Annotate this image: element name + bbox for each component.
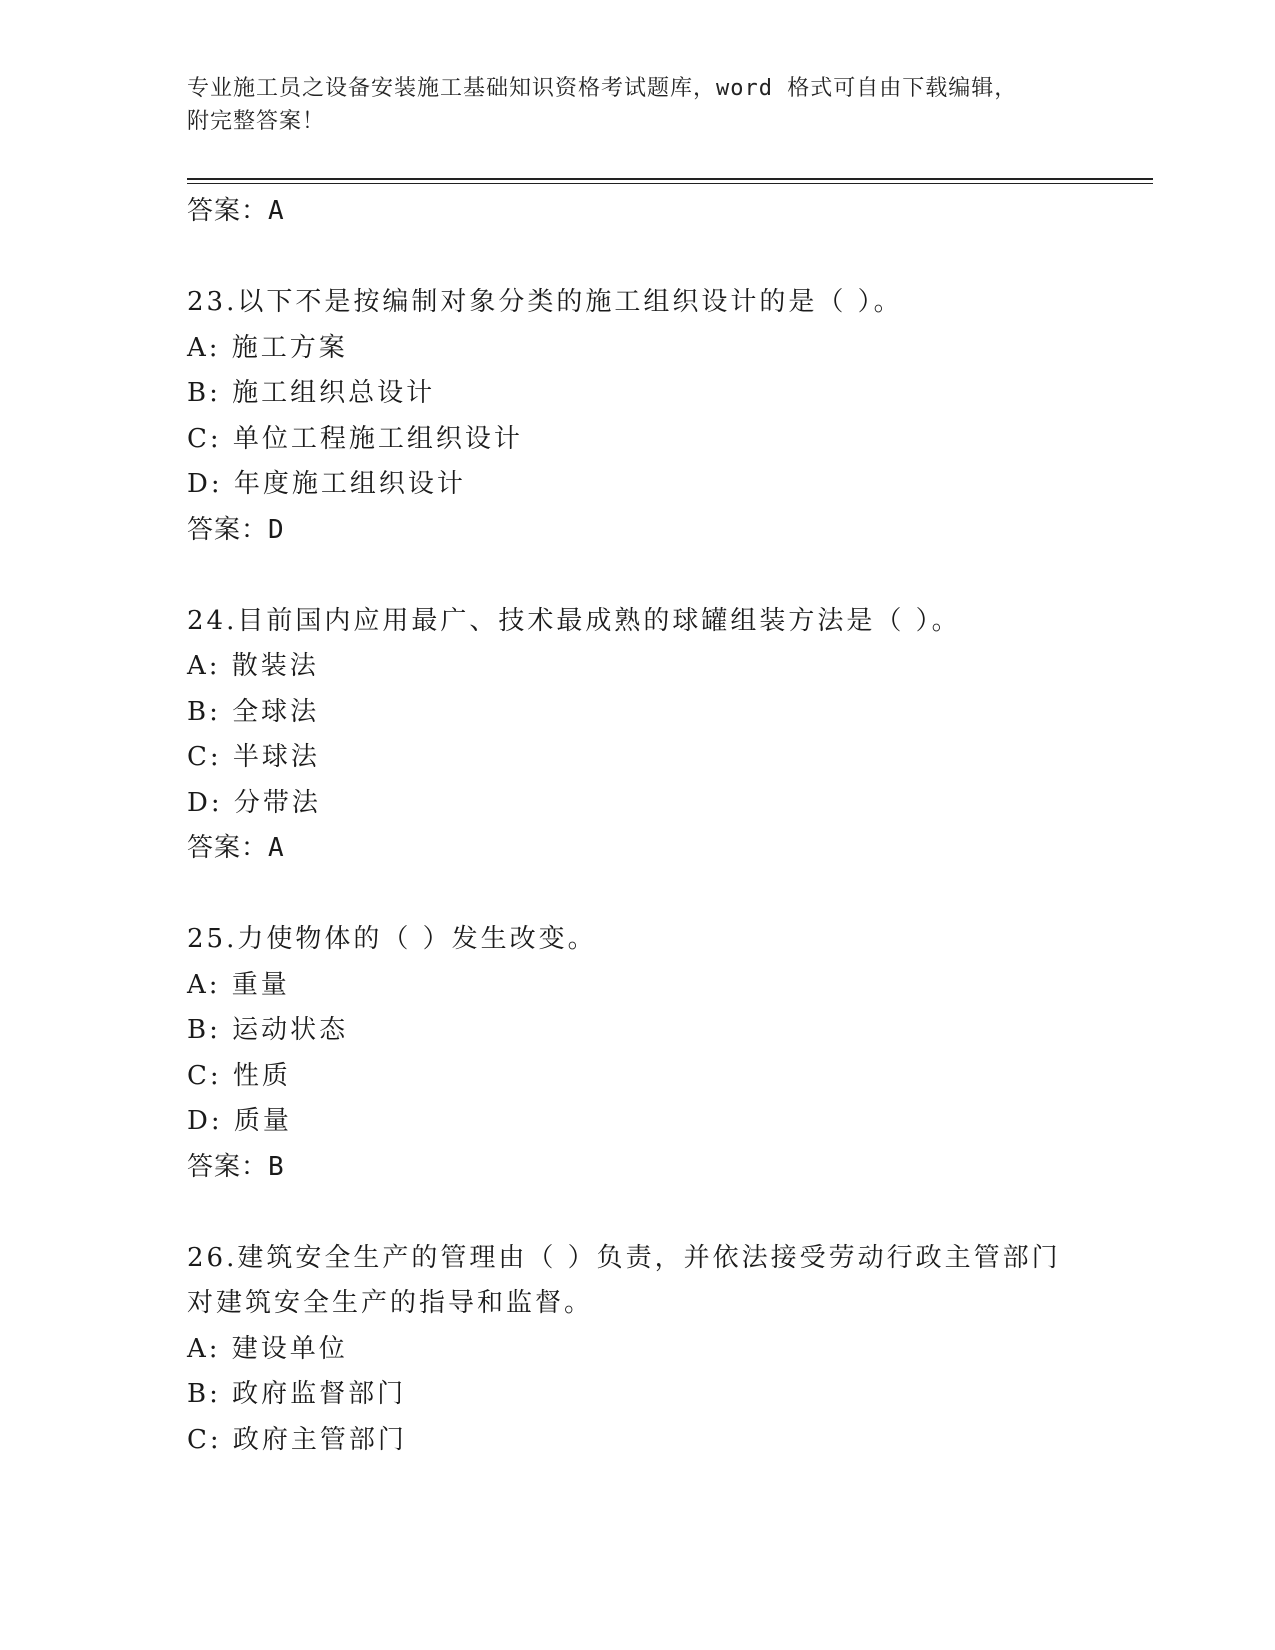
document-header	[187, 72, 1087, 138]
option-d: D: 年度施工组织设计	[187, 469, 466, 499]
question-stem: 25.力使物体的（ ）发生改变。	[187, 924, 597, 954]
header-rule-thin	[187, 183, 1153, 184]
spacer	[187, 872, 1087, 918]
option-a: A: 施工方案	[187, 332, 348, 363]
question-24	[187, 599, 1087, 872]
question-stem: 24.目前国内应用最广、技术最成熟的球罐组装方法是（ ）。	[187, 605, 961, 636]
question-stem-line-2: 对建筑安全生产的指导和监督。	[187, 1288, 594, 1318]
option-d: D: 分带法	[187, 787, 321, 818]
answer: 答案：A	[187, 833, 285, 863]
question-stem: 23.以下不是按编制对象分类的施工组织设计的是（ ）。	[187, 287, 903, 317]
header-line-2: 附完整答案！	[187, 109, 326, 134]
answer: 答案：B	[187, 1151, 285, 1182]
spacer	[187, 1190, 1087, 1236]
question-23	[187, 280, 1087, 553]
option-b: B: 施工组织总设计	[187, 378, 436, 408]
option-a: A: 建设单位	[187, 1333, 348, 1364]
header-rule-thick	[187, 178, 1153, 180]
option-c: C: 半球法	[187, 742, 320, 772]
question-25	[187, 917, 1087, 1190]
previous-answer: 答案：A	[187, 196, 285, 226]
option-c: C: 单位工程施工组织设计	[187, 423, 523, 454]
option-c: C: 性质	[187, 1060, 291, 1091]
question-26	[187, 1236, 1087, 1464]
option-b: B: 政府监督部门	[187, 1379, 407, 1409]
spacer	[187, 235, 1087, 281]
option-c: C: 政府主管部门	[187, 1424, 407, 1455]
question-stem-line-1: 26.建筑安全生产的管理由（ ）负责，并依法接受劳动行政主管部门	[187, 1242, 1061, 1273]
answer: 答案：D	[187, 514, 285, 545]
header-line-1: 专业施工员之设备安装施工基础知识资格考试题库，word 格式可自由下载编辑，	[187, 76, 1018, 101]
spacer	[187, 553, 1087, 599]
option-a: A: 散装法	[187, 651, 319, 681]
option-b: B: 全球法	[187, 696, 320, 727]
option-a: A: 重量	[187, 969, 290, 1000]
question-content	[187, 189, 1087, 1463]
option-d: D: 质量	[187, 1106, 292, 1136]
option-b: B: 运动状态	[187, 1015, 349, 1045]
